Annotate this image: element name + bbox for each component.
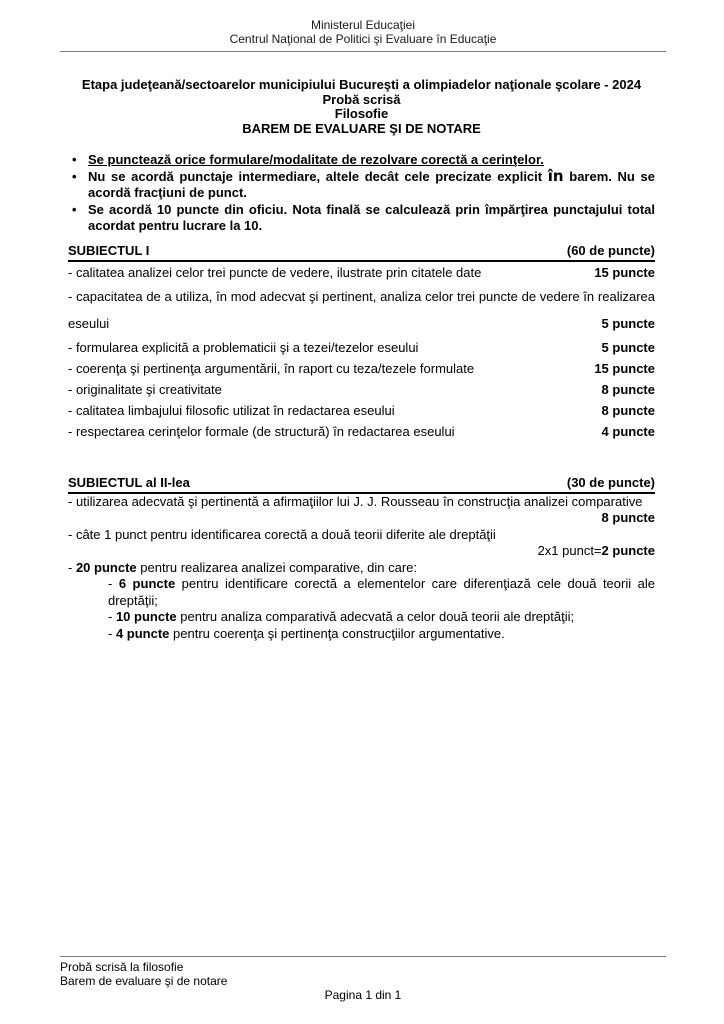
- criterion-points: 15 puncte: [594, 360, 655, 376]
- agency-name: Centrul Naţional de Politici şi Evaluare în Educaţie: [229, 32, 497, 46]
- rule-text: Nu se acordă punctaje intermediare, altele decât cele precizate explicit în barem. Nu se acordă fracţiuni de punct.: [88, 166, 655, 200]
- criterion-row: [68, 379, 655, 400]
- criterion-text: - respectarea cerinţelor formale (de structură) în redactarea eseului: [68, 423, 455, 439]
- footer-barem-line: Barem de evaluare şi de notare: [60, 974, 228, 988]
- criterion-points: 4 puncte: [601, 423, 655, 439]
- criterion-row: [68, 262, 655, 283]
- criterion-points: 5 puncte: [601, 315, 655, 331]
- document-footer: [60, 956, 666, 1002]
- document-body: [68, 78, 655, 642]
- section-1-title: SUBIECTUL I: [68, 242, 150, 258]
- section-1-criteria: [68, 262, 655, 442]
- criterion-points: 5 puncte: [601, 339, 655, 355]
- barem-title: BAREM DE EVALUARE ŞI DE NOTARE: [242, 120, 481, 136]
- criterion-text: - calitatea analizei celor trei puncte de vedere, ilustrate prin citatele date: [68, 264, 482, 280]
- bullet-icon: •: [72, 201, 77, 217]
- bullet-icon: •: [72, 152, 77, 167]
- criterion-points: 15 puncte: [594, 264, 655, 280]
- criterion-row: [68, 337, 655, 358]
- criterion-row: [68, 421, 655, 442]
- document-header: [60, 18, 666, 52]
- title-block: [68, 78, 655, 136]
- section-2-title: SUBIECTUL al II-lea: [68, 474, 190, 490]
- sub-criterion-text: - 10 puncte pentru analiza comparativă adecvată a celor două teorii ale dreptăţii;: [108, 609, 575, 624]
- criterion-points: 2x1 punct=2 puncte: [537, 543, 655, 558]
- criterion-points: 8 puncte: [601, 381, 655, 397]
- section-2-heading: [68, 476, 655, 494]
- criterion-row: [68, 283, 655, 337]
- criterion-text: - utilizarea adecvată şi pertinentă a afirmaţiilor lui J. J. Rousseau în construcţia analizei comparative: [68, 493, 643, 509]
- contest-title: Etapa judeţeană/sectoarelor municipiului Bucureşti a olimpiadelor naţionale şcolare - 2024: [81, 77, 642, 92]
- criterion-text: - 20 puncte pentru realizarea analizei comparative, din care:: [68, 559, 418, 575]
- criterion-text: - capacitatea de a utiliza, în mod adecvat şi pertinent, analiza celor trei puncte de vedere în realizarea eseului: [68, 288, 655, 331]
- criterion-text: - calitatea limbajului filosofic utilizat în redactarea eseului: [68, 402, 395, 418]
- bullet-icon: •: [72, 168, 77, 184]
- sub-criterion-text: - 4 puncte pentru coerenţa şi pertinenţa construcţiilor argumentative.: [108, 625, 505, 641]
- footer-exam-line: Probă scrisă la filosofie: [60, 960, 184, 974]
- criterion-text: - coerenţa şi pertinenţa argumentării, în raport cu teza/tezele formulate: [68, 360, 475, 376]
- criterion-text: - câte 1 punct pentru identificarea corectă a două teorii diferite ale dreptăţii: [68, 526, 496, 542]
- section-subiectul-1: [68, 244, 655, 442]
- section-2-points: (30 de puncte): [566, 474, 655, 490]
- section-1-heading: [68, 244, 655, 262]
- rule-text: Se punctează orice formulare/modalitate de rezolvare corectă a cerinţelor.: [88, 152, 544, 167]
- exam-type-title: Probă scrisă: [322, 91, 401, 107]
- section-2-criteria: [68, 494, 655, 643]
- rule-item: [68, 152, 655, 169]
- rule-text: Se acordă 10 puncte din oficiu. Nota finală se calculează prin împărţirea punctajului total acordat pentru lucrare la 10.: [88, 201, 655, 233]
- criterion-text: - formularea explicită a problematicii şi a tezei/tezelor eseului: [68, 339, 419, 355]
- section-subiectul-2: [68, 476, 655, 643]
- section-1-points: (60 de puncte): [566, 242, 655, 258]
- page-number: Pagina 1 din 1: [324, 988, 402, 1002]
- criterion-points: 8 puncte: [601, 402, 655, 418]
- criterion-points: 8 puncte: [601, 510, 655, 525]
- general-rules-list: [68, 152, 655, 235]
- ministry-name: Ministerul Educaţiei: [310, 18, 416, 32]
- sub-criterion-text: - 6 puncte pentru identificare corectă a elementelor care diferenţiază cele două teorii ale dreptăţii;: [108, 576, 655, 608]
- rule-item: [68, 166, 655, 202]
- rule-item: [68, 202, 655, 235]
- criterion-row: [68, 358, 655, 379]
- criterion-text: - originalitate şi creativitate: [68, 381, 222, 397]
- criterion-row: [68, 400, 655, 421]
- subject-title: Filosofie: [334, 106, 389, 121]
